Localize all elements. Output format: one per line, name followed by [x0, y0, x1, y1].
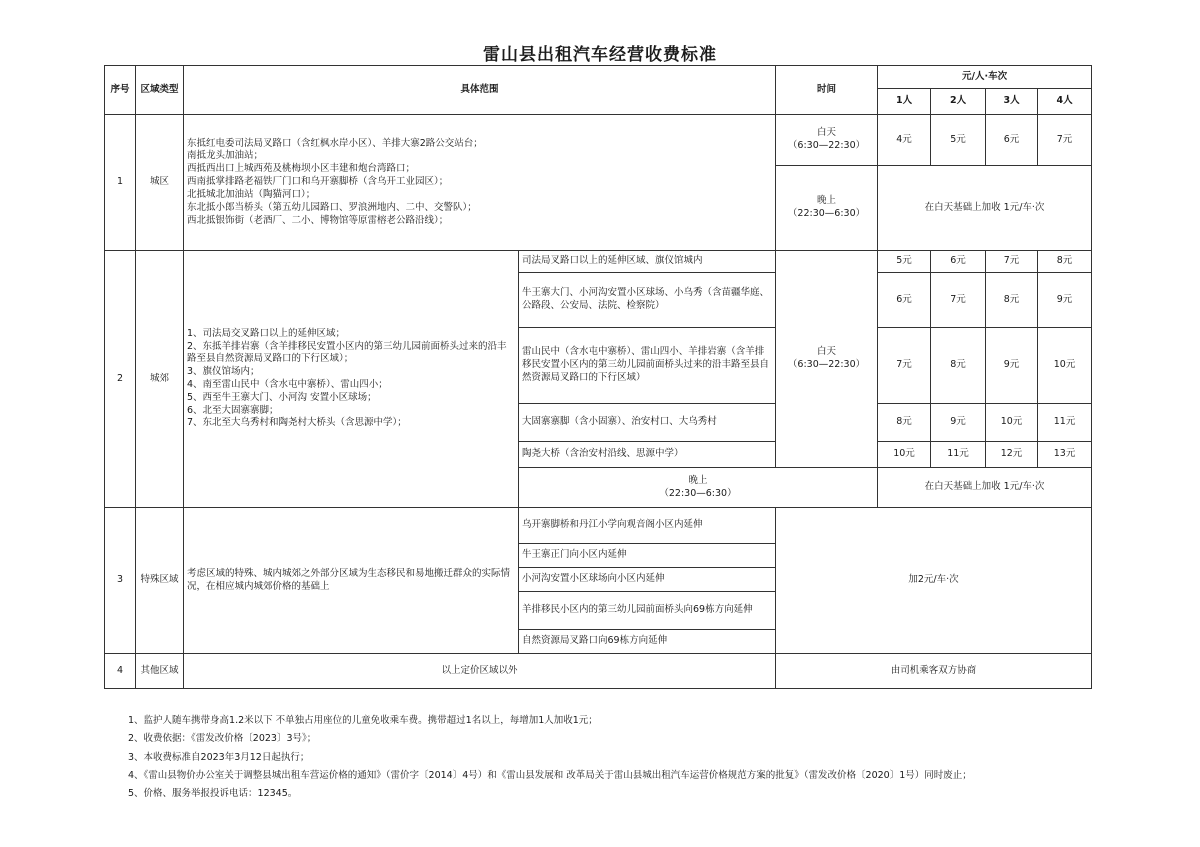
note-5: 5、价格、服务举报投诉电话：12345。 [128, 788, 298, 799]
row1-day-time: 白天 （6:30—22:30） [776, 115, 878, 166]
note-3: 3、本收费标准自2023年3月12日起执行； [128, 751, 310, 763]
notes-section [128, 714, 1098, 805]
row2-fare: 11元 [931, 442, 986, 468]
row2-sub-area: 雷山民中（含水屯中寨桥）、雷山四小、羊排岩寨（含羊排移民安置小区内的第三幼儿园前面桥头过来的沿丰路至县自然资源局叉路口的下行区域） [519, 328, 776, 404]
row2-seq: 2 [105, 251, 136, 508]
row2-fare: 7元 [986, 251, 1038, 273]
row2-fare: 8元 [931, 328, 986, 404]
row4-scope: 以上定价区域以外 [184, 654, 776, 689]
row2-fare: 9元 [986, 328, 1038, 404]
row2-fare: 8元 [1038, 251, 1092, 273]
row1-fare-3: 6元 [986, 115, 1038, 166]
header-4-persons: 4人 [1038, 89, 1092, 115]
row3-sub-area: 小河沟安置小区球场向小区内延伸 [519, 568, 776, 592]
row2-scope: 1、司法局交叉路口以上的延伸区域； 2、东抵羊排岩寨（含羊排移民安置小区内的第三幼儿园前面桥头过来的沿丰路至县自然资源局叉路口的下行区域）； 3、旗仪馆场内； 4、南至雷山民中（含水屯中寨桥）、雷山四小； 5、西至牛王寨大门、小河沟 安置小区球场； 6、北至大固寨寨脚； 7、东北至大乌秀村和陶尧村大桥头（含思源中学）； [184, 251, 519, 508]
header-zone-type: 区域类型 [136, 66, 184, 115]
row2-fare: 9元 [931, 404, 986, 442]
row3-sub-area: 自然资源局叉路口向69栋方向延伸 [519, 630, 776, 654]
fare-table [104, 65, 1092, 689]
row1-zone: 城区 [136, 115, 184, 251]
row1-fare-4: 7元 [1038, 115, 1092, 166]
row2-zone: 城郊 [136, 251, 184, 508]
row1-seq: 1 [105, 115, 136, 251]
row4-fare: 由司机乘客双方协商 [776, 654, 1092, 689]
row4-zone: 其他区域 [136, 654, 184, 689]
row2-night-time: 晚上 （22:30—6:30） [519, 468, 878, 508]
row3-fare: 加2元/车·次 [776, 508, 1092, 654]
header-fare-group: 元/人·车次 [878, 66, 1092, 89]
row2-fare: 6元 [878, 273, 931, 328]
row2-fare: 11元 [1038, 404, 1092, 442]
row2-sub-area: 大固寨寨脚（含小固寨）、治安村口、大乌秀村 [519, 404, 776, 442]
row2-fare: 6元 [931, 251, 986, 273]
note-2: 2、收费依据：《雷发改价格〔2023〕3号》； [128, 733, 317, 745]
header-1-person: 1人 [878, 89, 931, 115]
row3-scope: 考虑区域的特殊、城内城郊之外部分区域为生态移民和易地搬迁群众的实际情况，在相应城内城郊价格的基础上 [184, 508, 519, 654]
row2-fare: 7元 [931, 273, 986, 328]
row2-sub-area: 司法局叉路口以上的延伸区域、旗仪馆城内 [519, 251, 776, 273]
row2-fare: 10元 [878, 442, 931, 468]
row2-sub-area: 陶尧大桥（含治安村沿线、思源中学） [519, 442, 776, 468]
note-4: 4、《雷山县物价办公室关于调整县城出租车营运价格的通知》（雷价字〔2014〕4号）和《雷山县发展和 改革局关于雷山县城出租汽车运营价格规范方案的批复》（雷发改价格〔2020〕1号）同时废止； [128, 769, 972, 781]
row2-fare: 12元 [986, 442, 1038, 468]
row1-scope: 东抵红电委司法局叉路口（含红枫水岸小区）、羊排大寨2路公交站台； 南抵龙头加油站； 西抵西出口上城西苑及桃梅坝小区丰建和炮台湾路口； 西南抵掌排路老福铁厂门口和乌开寨脚桥（含乌开工业园区）； 北抵城北加油站（陶猫河口）； 东北抵小郎当桥头（第五幼儿园路口、罗浪洲地内、二中、交警队）； 西北抵银饰街（老酒厂、二小、博物馆等原雷榕老公路沿线）； [184, 115, 776, 251]
row1-night-note: 在白天基础上加收 1元/车·次 [878, 166, 1092, 251]
row1-fare-1: 4元 [878, 115, 931, 166]
row4-seq: 4 [105, 654, 136, 689]
row3-sub-area: 羊排移民小区内的第三幼儿园前面桥头向69栋方向延伸 [519, 592, 776, 630]
row2-fare: 8元 [878, 404, 931, 442]
row2-fare: 7元 [878, 328, 931, 404]
row2-day-time: 白天 （6:30—22:30） [776, 251, 878, 468]
row2-fare: 10元 [986, 404, 1038, 442]
row3-zone: 特殊区域 [136, 508, 184, 654]
header-3-persons: 3人 [986, 89, 1038, 115]
row2-fare: 13元 [1038, 442, 1092, 468]
row3-seq: 3 [105, 508, 136, 654]
row1-night-time: 晚上 （22:30—6:30） [776, 166, 878, 251]
row2-fare: 10元 [1038, 328, 1092, 404]
header-seq: 序号 [105, 66, 136, 115]
row2-sub-area: 牛王寨大门、小河沟安置小区球场、小乌秀（含苗疆华庭、公路段、公安局、法院、检察院） [519, 273, 776, 328]
row2-fare: 9元 [1038, 273, 1092, 328]
note-1: 1、监护人随车携带身高1.2米以下 不单独占用座位的儿童免收乘车费。携带超过1名以上，每增加1人加收1元； [128, 715, 598, 726]
header-2-persons: 2人 [931, 89, 986, 115]
row2-night-note: 在白天基础上加收 1元/车·次 [878, 468, 1092, 508]
row1-fare-2: 5元 [931, 115, 986, 166]
row2-fare: 8元 [986, 273, 1038, 328]
page-title: 雷山县出租汽车经营收费标准 [483, 45, 717, 65]
header-time: 时间 [776, 66, 878, 115]
row3-sub-area: 牛王寨正门向小区内延伸 [519, 544, 776, 568]
row3-sub-area: 乌开寨脚桥和丹江小学向观音阁小区内延伸 [519, 508, 776, 544]
header-scope: 具体范围 [184, 66, 776, 115]
row2-fare: 5元 [878, 251, 931, 273]
